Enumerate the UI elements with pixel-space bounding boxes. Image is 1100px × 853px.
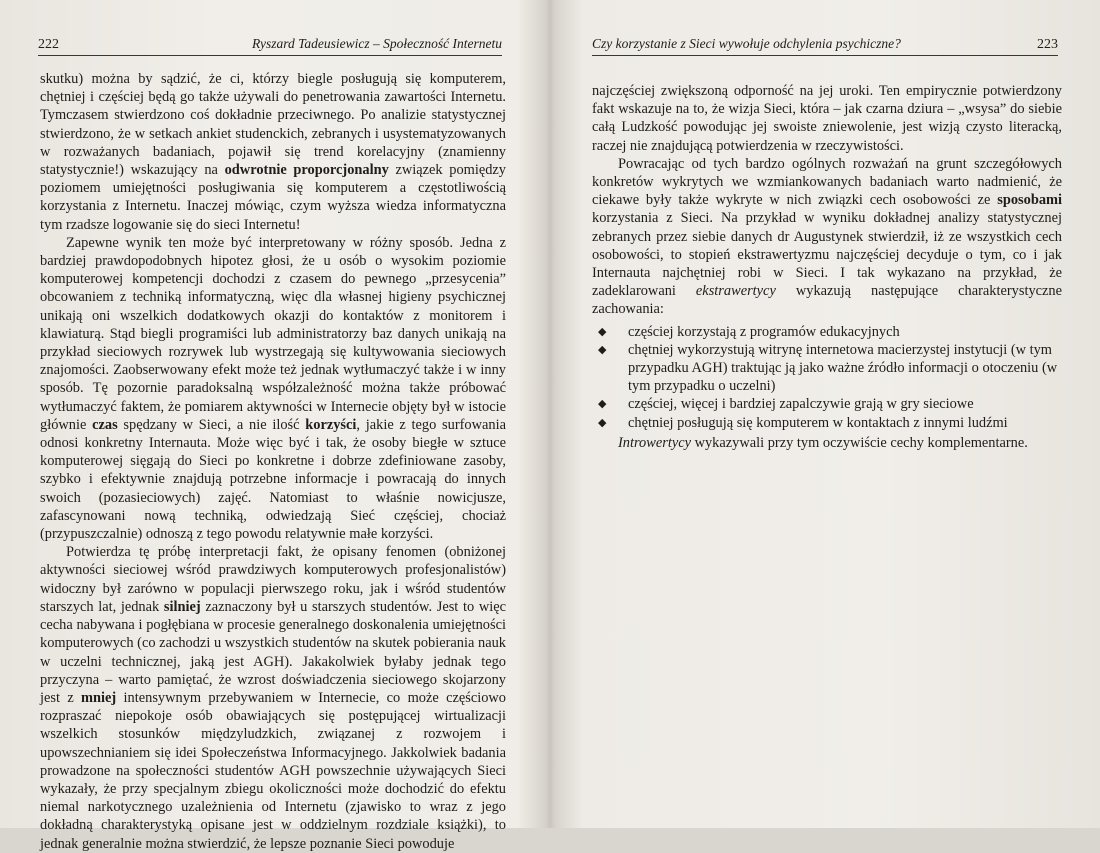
diamond-bullet-icon: ◆ [598,343,607,356]
diamond-bullet-icon: ◆ [598,416,607,429]
paragraph: Potwierdza tę próbę interpretacji fakt, że opisany fenomen (obniżonej aktywności sieciowej wśród prawdziwych komputerowych profesjonalistów) widoczny był zarówno w populacji pierwszego roku, jak i wśród studentów starszych lat, jednak silniej zaznaczony był u starszych studentów. Jest to więc cecha nabywana i pogłębiana w procesie generalnego doskonalenia umiejętności komputerowych (co zachodzi u wszystkich studentów na skutek pobierania nauk w uczelni technicznej, jaką jest AGH). Jakakolwiek byłaby jednak tego przyczyna – warto pamiętać, że wzrost doświadczenia sieciowego skojarzony jest z mniej intensywnym przebywaniem w Internecie, co może częściowo rozpraszać niepokoje osób obawiających się postępującej wirtualizacji wszelkich stosunków międzyludzkich, związanej z rozwojem i upowszechnianiem się idei Społeczeństwa Informacyjnego. Jakkolwiek badania prowadzone na społeczności studentów AGH powszechnie używających Sieci wykazały, że przy specjalnym zbiegu okoliczności może dochodzić do efektu niemal narkotycznego uzależnienia od Internetu (zjawisko to wraz z jego dokładną charakterystyką opisane jest w oddzielnym rozdziale książki), to jednak generalnie można stwierdzić, że lepsze poznanie Sieci powoduje [40,544,506,852]
right-page [550,0,1100,828]
right-page-body [592,82,1062,452]
left-page-header [38,36,502,56]
list-item: ◆ chętniej posługują się komputerem w kontaktach z innymi ludźmi [598,414,1008,431]
page-number: 222 [38,37,59,52]
paragraph: skutku) można by sądzić, że ci, którzy biegle posługują się komputerem, chętniej i częściej będą go także używali do penetrowania zawartości Internetu. Tymczasem stwierdzono coś dokładnie przeciwnego. Po analizie statystycznej stwierdzono, że w setkach ankiet studenckich, zebranych i usystematyzowanych w rozważanych badaniach, pojawił się trend korelacyjny (znamienny statystycznie!) wskazujący na odwrotnie proporcjonalny związek pomiędzy poziomem umiejętności posługiwania się komputerem a częstotliwością korzystania z Internetu. Inaczej mówiąc, czym wyższa wiedza informatyczna tym rzadsze logowanie się do sieci Internetu! [40,71,506,233]
page-number: 223 [1037,37,1058,52]
list-item: ◆ chętniej wykorzystują witrynę internetowa macierzystej instytucji (w tym przypadku AGH) traktując ją jako ważne źródło informacji o otoczeniu (w tym przypadku o uczelni) [598,341,1058,395]
diamond-bullet-icon: ◆ [598,325,607,338]
bullet-list [592,323,1062,432]
diamond-bullet-icon: ◆ [598,398,607,411]
running-head: Czy korzystanie z Sieci wywołuje odchylenia psychiczne? [592,36,901,51]
paragraph: Introwertycy wykazywali przy tym oczywiście cechy komplementarne. [618,434,1028,451]
right-page-header [592,36,1058,56]
paragraph: najczęściej zwiększoną odporność na jej uroki. Ten empirycznie potwierdzony fakt wskazuje na to, że wizja Sieci, która – jak czarna dziura – „wsysa” do siebie całą Ludzkość powodując jej swoiste zniewolenie, jest wizją czysto literacką, raczej nie znajdującą potwierdzenia w rzeczywistości. [592,83,1062,154]
left-page [0,0,550,852]
list-item: ◆ częściej korzystają z programów edukacyjnych [598,323,900,340]
list-item: ◆ częściej, więcej i bardziej zapalczywie grają w gry sieciowe [598,396,974,413]
paragraph: Zapewne wynik ten może być interpretowany w różny sposób. Jedna z bardziej prawdopodobnych hipotez głosi, że u osób o wysokim poziomie komputerowej kompetencji dochodzi z czasem do pewnego „przesycenia” obcowaniem z techniką informatyczną, więc dla własnej higieny psychicznej unikają oni wszelkich dodatkowych okazji do kontaktów z monitorem i klawiaturą. Stąd biegli programiści lub administratorzy baz danych unikają na przykład sieciowych rozrywek lub wystrzegają się kultywowania sieciowych znajomości. Zaobserwowany efekt może też jednak wytłumaczyć także i w inny sposób. Tę pozornie paradoksalną współzależność można także próbować wytłumaczyć faktem, że pomiarem aktywności w Internecie objęty był w istocie głównie czas spędzany w Sieci, a nie ilość korzyści, jakie z tego surfowania odnosi konkretny Internauta. Może więc być i tak, że osoby biegłe w sztuce komputerowej sięgają do Sieci po konkretne i dobrze zdefiniowane zasoby, szybko i efektywnie znajdują potrzebne informacje i powracają do innych swoich (pozasieciowych) zajęć. Natomiast to właśnie nowicjusze, zafascynowani nową techniką, odwiedzają Sieć częściej, chociaż (przypuszczalnie) odnoszą z tego powodu relatywnie małe korzyści. [40,234,506,543]
paragraph: Powracając od tych bardzo ogólnych rozważań na grunt szczegółowych konkretów wykrytych we wzmiankowanych badaniach warto nadmienić, że ciekawe były także wykryte w nich związki cech osobowości ze sposobami korzystania z Sieci. Na przykład w wyniku dokładnej analizy statystycznej zebranych przez siebie danych dr Augustynek stwierdził, iż ze wszystkich cech osobowości, to stopień ekstrawertyzmu najczęściej decyduje o tym, co i jak Internauta najchętniej robi w Sieci. I tak wykazano na przykład, że zadeklarowani ekstrawertycy wykazują następujące charakterystyczne zachowania: [592,155,1063,318]
running-head: Ryszard Tadeusiewicz – Społeczność Internetu [252,36,502,51]
left-page-body [40,70,506,853]
